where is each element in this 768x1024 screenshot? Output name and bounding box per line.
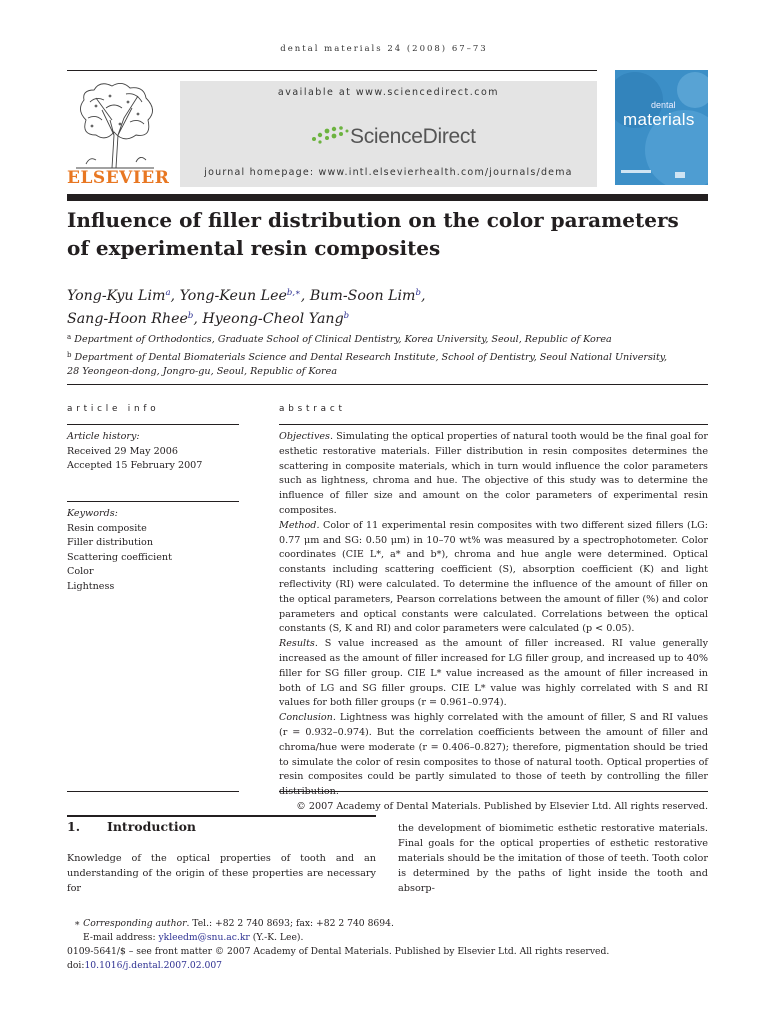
journal-homepage-link[interactable]: journal homepage: www.intl.elsevierhealth.com/journals/dema [204, 167, 573, 178]
available-at-link[interactable]: available at www.sciencedirect.com [277, 87, 500, 98]
author-affil-mark[interactable]: b [187, 311, 194, 321]
keyword: Color [67, 566, 94, 578]
section-number: 1. [67, 819, 81, 834]
author-sep: , [170, 288, 180, 304]
elsevier-tree-logo [66, 80, 164, 170]
header-thick-rule [67, 194, 708, 201]
email-link[interactable]: ykleedm@snu.ac.kr [158, 932, 250, 943]
objectives-label: Objectives. [279, 431, 334, 442]
abstract-copyright: © 2007 Academy of Dental Materials. Published by Elsevier Ltd. All rights reserved. [296, 800, 708, 812]
conclusion-text: Lightness was highly correlated with the amount of filler, S and RI values (r = 0.932–0.974). But the correlation coefficients between the amount of filler and chroma/hue were moderate (r = 0.406–0.827); therefore, pigmentation should be tried to simulate the color of resin composites to those of natural tooth. Optical properties of resin composites could be partly simulated to those of teeth by controlling the filler [279, 712, 708, 783]
email-label: E-mail address: [83, 932, 159, 943]
sciencedirect-brand: ScienceDirect [350, 125, 476, 148]
abstract-heading: abstract [279, 404, 346, 414]
author-name: Hyeong-Cheol Yang [202, 311, 344, 327]
corresponding-label: Corresponding author [83, 918, 187, 929]
affiliation-text: Department of Dental Biomaterials Science and Dental Research Institute, School of Dentistry, Seoul National University, [74, 351, 668, 363]
article-info-rule [67, 424, 239, 425]
footnote-star: ∗ [74, 918, 81, 929]
history-label: Article history: [67, 431, 140, 442]
keywords-bottom-rule [67, 791, 239, 792]
abstract-results [279, 637, 708, 711]
abstract-objectives [279, 430, 708, 519]
footnotes [67, 917, 707, 973]
abstract-rule [279, 424, 708, 425]
corresponding-details: . Tel.: +82 2 740 8693; fax: +82 2 740 8694. [186, 918, 394, 929]
results-text: S value increased as the amount of filler increased. RI value generally increased as the amount of filler increased for LG filler group, and increased up to 40% filler for SG filler group. CIE L* value increased as the amount of filler increased in both of LG and SG filler groups. CIE L* value was highly correlated with S and RI values for both filler groups (r = 0.961–0.974). [279, 638, 708, 709]
journal-cover [615, 70, 708, 185]
abstract-method [279, 519, 708, 637]
keywords-label: Keywords: [67, 508, 118, 519]
affiliation-text: 28 Yeongeon-dong, Jongro-gu, Seoul, Republic of Korea [67, 366, 338, 377]
author-affil-mark[interactable]: a [165, 288, 171, 298]
sciencedirect-banner [180, 81, 597, 187]
author-sep: , [193, 311, 203, 327]
title-line: Influence of filler distribution on the color parameters [67, 208, 679, 232]
article-title [67, 206, 707, 262]
results-label: Results. [279, 638, 318, 650]
intro-left-column: Knowledge of the optical properties of tooth and an understanding of the origin of these properties are necessary for [67, 853, 376, 894]
conclusion-label: Conclusion. [279, 712, 336, 724]
section-title: Introduction [107, 819, 197, 834]
author-name: Yong-Kyu Lim [67, 288, 166, 304]
title-line: of experimental resin composites [67, 236, 441, 260]
cover-title-line1: dental [651, 100, 676, 110]
intro-top-rule [67, 815, 376, 817]
author-name: Bum-Soon Lim [309, 288, 416, 304]
author-list [67, 283, 707, 329]
publisher-wordmark: ELSEVIER [67, 168, 170, 188]
abstract-conclusion [279, 711, 708, 800]
objectives-text: Simulating the optical properties of natural tooth would be the final goal for esthetic restorative materials. Filler distribution in resin composites determines the scattering in composite materials, which in turn would influence the color parameters such as lightness, chroma and hue. The objective of this study was to determine the influence of filler size and amount on the color parameters of experimental resin composites. [279, 431, 708, 516]
affiliations [67, 330, 707, 380]
method-label: Method. [279, 519, 320, 531]
top-rule [67, 70, 597, 71]
author-name: Yong-Keun Lee [179, 288, 287, 304]
article-info-heading: article info [67, 404, 160, 414]
doi-label: doi: [67, 960, 85, 971]
affiliation-mark: a [67, 333, 72, 341]
doi-link[interactable]: 10.1016/j.dental.2007.02.007 [84, 960, 223, 971]
affil-bottom-rule [67, 384, 708, 385]
author-affil-mark[interactable]: b,∗ [286, 288, 301, 298]
keyword: Lightness [67, 580, 115, 592]
keyword: Scattering coefficient [67, 551, 172, 563]
history-rule [67, 501, 239, 502]
accepted-date: Accepted 15 February 2007 [67, 460, 203, 472]
keyword: Resin composite [67, 522, 147, 534]
article-history [67, 430, 239, 474]
author-sep: , [420, 288, 426, 304]
received-date: Received 29 May 2006 [67, 445, 178, 457]
author-affil-mark[interactable]: b [343, 311, 350, 321]
sciencedirect-dots-icon [310, 125, 350, 147]
affiliation-text: Department of Orthodontics, Graduate School of Clinical Dentistry, Korea University, Seoul, Republic of Korea [74, 334, 612, 345]
keywords [67, 507, 239, 595]
cover-title-line2: materials [623, 110, 695, 129]
abstract-bottom-rule [279, 791, 708, 792]
intro-heading [67, 819, 196, 834]
author-sep: , [300, 288, 310, 304]
author-name: Sang-Hoon Rhee [67, 311, 188, 327]
abstract-body [279, 430, 708, 815]
affiliation-mark: b [67, 350, 72, 359]
running-head: dental materials 24 (2008) 67–73 [280, 44, 488, 54]
intro-right-column: the development of biomimetic esthetic restorative materials. Final goals for the optical properties of esthetic restorative materials should be the imitation of those of teeth. Tooth color is determined by the paths of light inside the tooth and absorp- [398, 823, 708, 894]
author-affil-mark[interactable]: b [415, 288, 421, 298]
issn-line: 0109-5641/$ – see front matter © 2007 Academy of Dental Materials. Published by Elsevier Ltd. All rights reserved. [67, 946, 610, 957]
keyword: Filler distribution [67, 537, 154, 549]
email-rest: (Y.-K. Lee). [249, 932, 304, 943]
method-text: Color of 11 experimental resin composites with two different sized fillers (LG: 0.77 μm and SG: 0.50 μm) in 10–70 wt% was measured by a spectrophotometer. Color coordinates (CIE L*, a* and b*), chroma and hue angle were determined. Optical constants including scattering coefficient (S), absorption coefficient (K) and light reflectivity (RI) were calculated. To determine the influence of the amount of filler on the optical parameters, Pearson correlations between the amount of filler (%) and color parameters and optical constants were calculated. Correlations between the optical constants (S, K and RI) and color parameters were calculated (p < 0.05). [279, 519, 708, 635]
